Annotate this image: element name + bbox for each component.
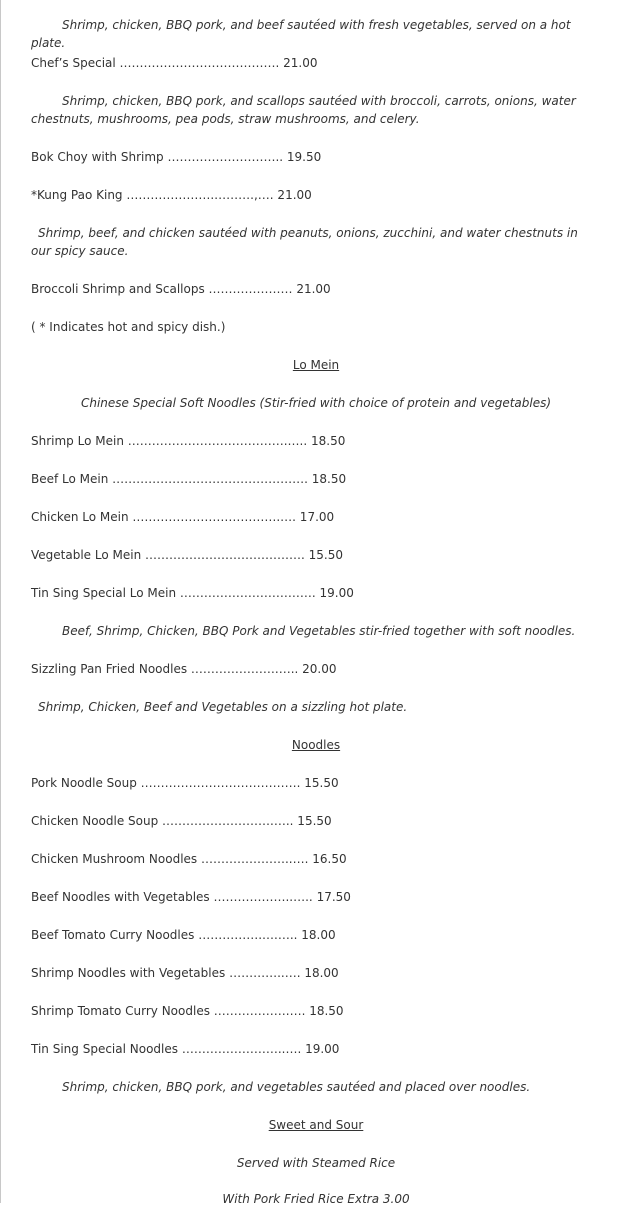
sweet-and-sour-extra: With Pork Fried Rice Extra 3.00 bbox=[222, 1192, 410, 1206]
menu-item: Vegetable Lo Mein …………………………………. 15.50 bbox=[31, 548, 343, 562]
menu-item: Chicken Lo Mein ……………………………….…. 17.00 bbox=[31, 510, 335, 524]
sweet-and-sour-subtitle: Served with Steamed Rice bbox=[236, 1156, 396, 1170]
noodles-special-description: Shrimp, chicken, BBQ pork, and vegetables sautéed and placed over noodles. bbox=[62, 1080, 531, 1094]
menu-item: Pork Noodle Soup …………………………………. 15.50 bbox=[31, 776, 339, 790]
menu-item: Beef Lo Mein …………………………………………. 18.50 bbox=[31, 472, 347, 486]
section-title-sweet-and-sour: Sweet and Sour bbox=[268, 1118, 364, 1132]
menu-item-sizzling-noodles: Sizzling Pan Fried Noodles ………………….….. 20.00 bbox=[31, 662, 337, 676]
lo-mein-subtitle: Chinese Special Soft Noodles (Stir-fried with choice of protein and vegetables) bbox=[80, 396, 552, 410]
menu-item-bok-choy: Bok Choy with Shrimp ……………………….. 19.50 bbox=[31, 150, 322, 164]
kung-pao-description: Shrimp, beef, and chicken sautéed with peanuts, onions, zucchini, and water chestnuts in our spicy sauce. bbox=[31, 226, 578, 258]
menu-item: Shrimp Tomato Curry Noodles ……………….…. 18.50 bbox=[31, 1004, 344, 1018]
menu-item-broccoli-shrimp: Broccoli Shrimp and Scallops ………………… 21.00 bbox=[31, 282, 331, 296]
menu-item: Tin Sing Special Lo Mein ……………………………. 19.00 bbox=[31, 586, 354, 600]
section-title-noodles: Noodles bbox=[291, 738, 341, 752]
section-title-lo-mein: Lo Mein bbox=[292, 358, 340, 372]
menu-item-chefs-special: Chef’s Special …………………………………. 21.00 bbox=[31, 56, 318, 70]
lo-mein-special-description: Beef, Shrimp, Chicken, BBQ Pork and Vegetables stir-fried together with soft noodles. bbox=[62, 624, 576, 638]
menu-item: Beef Noodles with Vegetables ………………..….. 17.50 bbox=[31, 890, 351, 904]
chefs-special-description: Shrimp, chicken, BBQ pork, and scallops sautéed with broccoli, carrots, onions, water chestnuts, mushrooms, pea pods, straw mushrooms, and celery. bbox=[31, 94, 576, 126]
menu-item-kung-pao: *Kung Pao King ………………….……….,…. 21.00 bbox=[31, 188, 312, 202]
spicy-note: ( * Indicates hot and spicy dish.) bbox=[31, 320, 226, 334]
menu-item: Chicken Noodle Soup ……………………….….. 15.50 bbox=[31, 814, 332, 828]
menu-item: Tin Sing Special Noodles ……………………..…. 19.00 bbox=[31, 1042, 340, 1056]
menu-item: Shrimp Lo Mein ………………………………….….. 18.50 bbox=[31, 434, 346, 448]
sizzling-description: Shrimp, Chicken, Beef and Vegetables on a sizzling hot plate. bbox=[38, 700, 408, 714]
hot-plate-description: Shrimp, chicken, BBQ pork, and beef sautéed with fresh vegetables, served on a hot plate. bbox=[31, 18, 571, 50]
menu-item: Chicken Mushroom Noodles …………………..…. 16.50 bbox=[31, 852, 347, 866]
menu-item: Shrimp Noodles with Vegetables …………..…. 18.00 bbox=[31, 966, 339, 980]
page-left-border bbox=[0, 0, 1, 1203]
menu-item: Beef Tomato Curry Noodles …………….….….. 18.00 bbox=[31, 928, 336, 942]
